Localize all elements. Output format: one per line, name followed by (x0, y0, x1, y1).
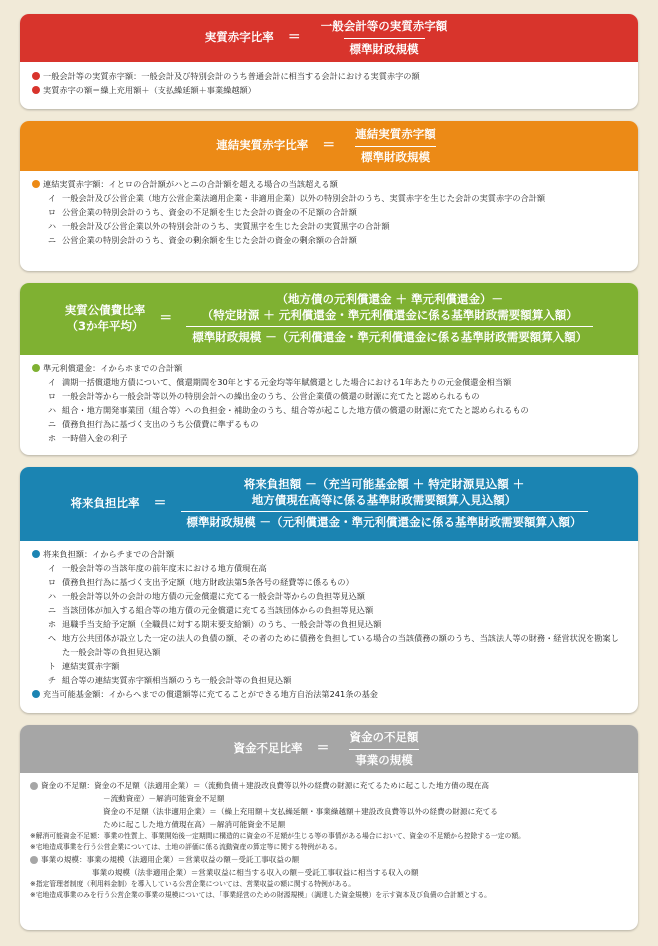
item-text: 一般会計及び公営企業（地方公営企業法適用企業・非適用企業）以外の特別会計のうち、実質赤字を生じた会計の実質赤字の合計額 (62, 193, 546, 203)
equals-sign: ＝ (287, 30, 301, 46)
item-marker: ハ (47, 221, 57, 231)
item-text: 満期一括償還地方債について、償還期間を30年とする元金均等年賦償還とした場合における1年あたりの元金償還金相当額 (62, 377, 512, 387)
ratio-label: 将来負担比率 (70, 496, 140, 511)
numerator-line-1: 将来負担額 －（充当可能基金額 ＋ 特定財源見込額 ＋ (243, 477, 525, 492)
definition-body (20, 355, 638, 451)
list-item (32, 431, 626, 445)
definition-line (32, 83, 626, 97)
item-text: 債務負担行為に基づく支出のうち公債費に準ずるもの (62, 419, 259, 429)
numerator (196, 292, 584, 326)
definition-text: 準元利償還金：イからホまでの合計額 (43, 363, 183, 373)
item-marker: ヘ (47, 633, 57, 643)
formula-band-renketsu-akaji (20, 121, 638, 171)
bullet-dot-icon (32, 364, 40, 372)
list-item (32, 561, 626, 575)
list-item (32, 575, 626, 589)
numerator: 連結実質赤字額 (355, 126, 436, 141)
denominator: 標準財政規模 －（元利償還金・準元利償還金に係る基準財政需要額算入額） (181, 511, 588, 531)
fraction (181, 477, 588, 531)
card-renketsu-akaji (20, 121, 638, 271)
item-marker: ロ (47, 391, 57, 401)
item-text: 当該団体が加入する組合等の地方債の元金償還に充てる当該団体からの負担等見込額 (62, 605, 374, 615)
list-item (32, 191, 626, 205)
ratio-label-main: 実質公債費比率 (64, 303, 146, 318)
footnote: ※宅地造成事業を行う公営企業については、土地の評価に係る流動資産の算定等に関する特例がある。 (30, 843, 342, 851)
definition-text: 一般会計等の実質赤字額：一般会計及び特別会計のうち普通会計に相当する会計における実質赤字の額 (43, 71, 420, 81)
equals-sign: ＝ (159, 311, 173, 327)
card-jisshitsu-kousaihi (20, 283, 638, 455)
bullet-dot-icon (32, 86, 40, 94)
item-marker: チ (47, 675, 57, 685)
list-item (32, 389, 626, 403)
denominator: 事業の規模 (349, 749, 419, 769)
ratio-label: 資金不足比率 (233, 741, 303, 756)
item-text: 組合等の連結実質赤字額相当額のうち一般会計等の負担見込額 (62, 675, 292, 685)
list-item (32, 417, 626, 431)
definition-heading (32, 177, 626, 191)
fraction (349, 127, 442, 165)
item-marker: イ (47, 563, 57, 573)
definition-heading (30, 779, 630, 792)
fraction (344, 730, 425, 768)
item-text: 一般会計等の当該年度の前年度末における地方債現在高 (62, 563, 267, 573)
footnote: ※指定管理者制度（利用料金制）を導入している公営企業については、営業収益の額に関する特例がある。 (30, 880, 356, 888)
item-text: 債務負担行為に基づく支出予定額（地方財政法第5条各号の経費等に係るもの） (62, 577, 354, 587)
bullet-dot-icon (32, 690, 40, 698)
list-item (32, 233, 626, 247)
item-text: 公営企業の特別会計のうち、資金の不足額を生じた会計の資金の不足額の合計額 (62, 207, 357, 217)
item-text: 組合・地方開発事業団（組合等）への負担金・補助金のうち、組合等が起こした地方債の償還の財源に充てたと認められるもの (62, 405, 529, 415)
item-text: 一般会計等から一般会計等以外の特別会計への繰出金のうち、公営企業債の償還の財源に充てたと認められるもの (62, 391, 480, 401)
item-marker: イ (47, 193, 57, 203)
numerator-line-2: 地方債現在高等に係る基準財政需要額算入見込額） (251, 492, 517, 507)
ratio-label (65, 303, 146, 334)
denominator: 標準財政規模 －（元利償還金・準元利償還金に係る基準財政需要額算入額） (186, 326, 593, 346)
bullet-dot-icon (30, 782, 38, 790)
list-item (32, 673, 626, 687)
definition-body (20, 62, 638, 103)
fraction (186, 292, 593, 346)
numerator: 一般会計等の実質赤字額 (320, 18, 448, 33)
item-marker: ロ (47, 577, 57, 587)
item-marker: イ (47, 377, 57, 387)
list-item (32, 659, 626, 673)
equals-sign: ＝ (322, 138, 336, 154)
card-jisshitsu-akaji (20, 14, 638, 109)
bullet-dot-icon (32, 550, 40, 558)
formula-band-jisshitsu-akaji (20, 14, 638, 62)
definition-text: 事業の規模：事業の規模（法適用企業）＝営業収益の額－受託工事収益の額 (41, 855, 300, 864)
formula-band-shourai-futan (20, 467, 638, 541)
numerator (238, 477, 531, 511)
item-marker: ニ (47, 419, 57, 429)
list-item (32, 617, 626, 631)
list-item (32, 603, 626, 617)
definition-text: 充当可能基金額：イからヘまでの償還額等に充てることができる地方自治法第241条の基金 (43, 689, 378, 699)
list-item (32, 205, 626, 219)
numerator-line-2: （特定財源 ＋ 元利償還金・準元利償還金に係る基準財政需要額算入額） (201, 307, 578, 322)
definition-heading (32, 361, 626, 375)
definition-text: 将来負担額：イからチまでの合計額 (43, 549, 175, 559)
definition-body (20, 541, 638, 707)
definition-heading (32, 687, 626, 701)
numerator-line-1: （地方債の元利償還金 ＋ 準元利償還金）－ (276, 292, 503, 307)
footnote: ※解消可能資金不足額：事業の性質上、事業開始後一定期間に構造的に資金の不足額が生じる等の事情がある場合において、資金の不足額から控除する一定の額。 (30, 832, 525, 840)
item-marker: ハ (47, 591, 57, 601)
definition-continuation: ために起こした地方債現在高）－解消可能資金不足額 (103, 820, 286, 829)
definition-heading (32, 547, 626, 561)
definition-text: 資金の不足額：資金の不足額（法適用企業）＝（流動負債＋建設改良費等以外の経費の財源に充てるために起こした地方債の現在高 (41, 781, 490, 790)
definition-continuation: 事業の規模（法非適用企業）＝営業収益に相当する収入の額－受託工事収益に相当する収入の額 (92, 868, 419, 877)
ratio-label: 実質赤字比率 (204, 30, 274, 45)
denominator: 標準財政規模 (344, 38, 425, 58)
item-marker: ホ (47, 619, 57, 629)
item-text: 地方公共団体が設立した一定の法人の負債の額、その者のために債務を負担している場合の当該債務の額のうち、当該法人等の財務・経営状況を勘案した一般会計等の負担見込額 (62, 633, 619, 657)
definition-body (20, 171, 638, 253)
card-shikin-fusoku (20, 725, 638, 930)
item-marker: ト (47, 661, 57, 671)
bullet-dot-icon (32, 180, 40, 188)
definition-body (20, 773, 638, 907)
equals-sign: ＝ (316, 741, 330, 757)
item-text: 一時借入金の利子 (62, 433, 128, 443)
list-item (32, 219, 626, 233)
item-marker: ロ (47, 207, 57, 217)
list-item (32, 589, 626, 603)
definition-text: 実質赤字の額＝繰上充用額＋（支払繰延額＋事業繰越額） (43, 85, 256, 95)
ratio-label: 連結実質赤字比率 (216, 138, 309, 153)
ratio-label-sub: （3か年平均） (66, 318, 144, 333)
item-text: 連結実質赤字額 (62, 661, 120, 671)
list-item (32, 375, 626, 389)
card-shourai-futan (20, 467, 638, 713)
formula-band-jisshitsu-kousaihi (20, 283, 638, 355)
bullet-dot-icon (30, 856, 38, 864)
item-text: 退職手当支給予定額（全職員に対する期末要支給額）のうち、一般会計等の負担見込額 (62, 619, 382, 629)
definition-text: 連結実質赤字額：イとロの合計額がハとニの合計額を超える場合の当該超える額 (43, 179, 338, 189)
formula-band-shikin-fusoku (20, 725, 638, 773)
item-marker: ホ (47, 433, 57, 443)
footnote: ※宅地造成事業のみを行う公営企業の事業の規模については、「事業経営のための財源規模」（調達した資金規模）を示す資本及び負債の合計額とする。 (30, 891, 491, 899)
definition-heading (30, 853, 630, 866)
item-marker: ニ (47, 605, 57, 615)
list-item (32, 403, 626, 417)
list-item (32, 631, 626, 659)
fraction (315, 19, 454, 57)
denominator: 標準財政規模 (355, 146, 436, 166)
item-marker: ハ (47, 405, 57, 415)
item-text: 公営企業の特別会計のうち、資金の剰余額を生じた会計の資金の剰余額の合計額 (62, 235, 357, 245)
equals-sign: ＝ (153, 496, 167, 512)
bullet-dot-icon (32, 72, 40, 80)
numerator: 資金の不足額 (349, 729, 419, 744)
definition-continuation: －流動資産）－解消可能資金不足額 (103, 794, 225, 803)
definition-line (32, 69, 626, 83)
definition-continuation: 資金の不足額（法非適用企業）＝（繰上充用額＋支払繰延額・事業繰越額＋建設改良費等以外の経費の財源に充てる (103, 807, 498, 816)
item-marker: ニ (47, 235, 57, 245)
item-text: 一般会計等以外の会計の地方債の元金償還に充てる一般会計等からの負担等見込額 (62, 591, 365, 601)
item-text: 一般会計及び公営企業以外の特別会計のうち、実質黒字を生じた会計の実質黒字の合計額 (62, 221, 390, 231)
